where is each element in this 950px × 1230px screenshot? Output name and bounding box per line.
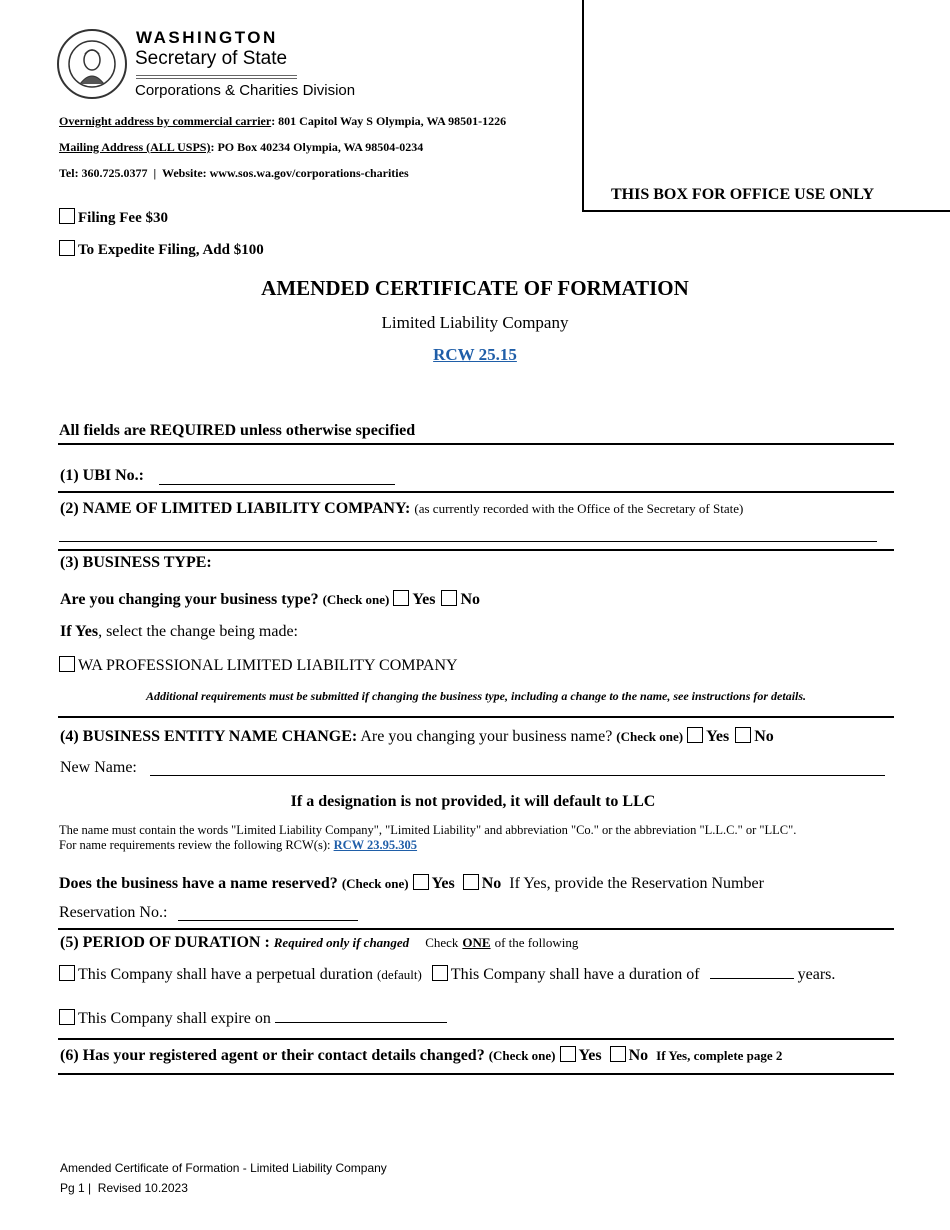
logo-divider	[136, 75, 297, 76]
yes-label: Yes	[706, 728, 730, 745]
org-title: Secretary of State	[135, 48, 288, 69]
check-one-note: (Check one)	[488, 1048, 556, 1063]
name-change-yes-checkbox[interactable]	[687, 727, 703, 743]
check-one-note: (Check one)	[616, 729, 684, 744]
agent-if-yes: If Yes, complete page 2	[656, 1048, 783, 1063]
llc-name-label: (2) NAME OF LIMITED LIABILITY COMPANY:	[60, 500, 411, 517]
rcw-23-link[interactable]: RCW 23.95.305	[333, 838, 418, 852]
name-change-row	[60, 727, 774, 746]
divider	[58, 491, 894, 493]
divider	[58, 549, 894, 551]
section1	[60, 467, 144, 485]
rcw-link-wrap	[0, 345, 950, 365]
name-reserved-no-checkbox[interactable]	[463, 874, 479, 890]
one-label: ONE	[462, 935, 491, 950]
if-yes-bold: If Yes	[60, 623, 99, 640]
reservation-input[interactable]	[178, 905, 358, 921]
divider	[58, 443, 894, 445]
overnight-value: : 801 Capitol Way S Olympia, WA 98501-1226	[271, 114, 507, 128]
agent-change-row	[60, 1046, 782, 1065]
divider	[58, 928, 894, 930]
mailing-value: : PO Box 40234 Olympia, WA 98504-0234	[210, 140, 424, 154]
overnight-label: Overnight address by commercial carrier	[59, 114, 272, 128]
reservation-label: Reservation No.:	[59, 904, 168, 921]
footer-title: Amended Certificate of Formation - Limited Liability Company	[60, 1161, 387, 1175]
expire-row	[59, 1009, 447, 1028]
yes-label: Yes	[431, 875, 455, 892]
state-seal-logo	[56, 28, 128, 100]
expire-date-input[interactable]	[275, 1009, 447, 1023]
yes-label: Yes	[578, 1047, 602, 1064]
yes-label: Yes	[412, 591, 436, 608]
ubi-label: (1) UBI No.:	[60, 467, 144, 484]
duration-of-checkbox[interactable]	[432, 965, 448, 981]
business-type-question-row	[60, 590, 480, 609]
office-use-label: THIS BOX FOR OFFICE USE ONLY	[611, 186, 875, 203]
check-label: Check	[425, 935, 459, 950]
org-name: WASHINGTON	[136, 28, 278, 47]
section2	[60, 500, 743, 518]
expedite-checkbox[interactable]	[59, 240, 75, 256]
form-subtitle: Limited Liability Company	[381, 313, 569, 332]
business-type-no-checkbox[interactable]	[441, 590, 457, 606]
agent-change-yes-checkbox[interactable]	[560, 1046, 576, 1062]
name-change-label: (4) BUSINESS ENTITY NAME CHANGE:	[60, 728, 358, 745]
form-title: AMENDED CERTIFICATE OF FORMATION	[261, 276, 689, 300]
duration-of-label: This Company shall have a duration of	[450, 966, 700, 983]
filing-fee-checkbox[interactable]	[59, 208, 75, 224]
duration-label: (5) PERIOD OF DURATION :	[60, 934, 270, 951]
business-type-label: (3) BUSINESS TYPE:	[60, 554, 212, 571]
office-use-box	[582, 0, 950, 212]
agent-change-question: (6) Has your registered agent or their contact details changed?	[60, 1047, 485, 1064]
perpetual-checkbox[interactable]	[59, 965, 75, 981]
duration-required-note: Required only if changed	[273, 935, 410, 950]
expire-checkbox[interactable]	[59, 1009, 75, 1025]
llc-name-note: (as currently recorded with the Office of the Secretary of State)	[414, 501, 744, 516]
duration-options-row	[59, 965, 835, 984]
expire-label: This Company shall expire on	[78, 1010, 271, 1027]
default-note: (default)	[377, 967, 422, 982]
designation-note: If a designation is not provided, it will default to LLC	[290, 793, 656, 810]
contact-info: Tel: 360.725.0377 | Website: www.sos.wa.gov/corporations-charities	[59, 166, 409, 180]
duration-header-row	[60, 934, 578, 952]
mailing-address	[59, 140, 423, 155]
expedite-label: To Expedite Filing, Add $100	[78, 242, 264, 258]
name-change-question: Are you changing your business name?	[360, 728, 613, 745]
divider	[58, 1038, 894, 1040]
perpetual-label: This Company shall have a perpetual duration	[78, 966, 374, 983]
pllc-option-row	[59, 656, 458, 675]
name-requirements-2: For name requirements review the following RCW(s):	[59, 838, 331, 852]
filing-fee-label: Filing Fee $30	[78, 210, 168, 226]
footer-page: Pg 1 | Revised 10.2023	[60, 1181, 188, 1195]
business-type-yes-checkbox[interactable]	[393, 590, 409, 606]
business-type-question: Are you changing your business type?	[60, 591, 319, 608]
if-yes-rest: , select the change being made:	[98, 623, 298, 640]
of-following: of the following	[494, 935, 579, 950]
name-change-no-checkbox[interactable]	[735, 727, 751, 743]
filing-fee-row	[59, 208, 168, 227]
reservation-if-yes: If Yes, provide the Reservation Number	[509, 875, 764, 892]
pllc-checkbox[interactable]	[59, 656, 75, 672]
duration-years-input[interactable]	[710, 965, 794, 979]
llc-name-input[interactable]	[59, 527, 877, 542]
name-requirements-2-row	[59, 838, 417, 853]
no-label: No	[628, 1047, 649, 1064]
name-reserved-question: Does the business have a name reserved?	[59, 875, 338, 892]
name-requirements-1: The name must contain the words "Limited Liability Company", "Limited Liability" and abbreviation "Co." or the abbreviation "L.L.C." or "LLC".	[59, 823, 797, 837]
check-one-note: (Check one)	[322, 592, 390, 607]
no-label: No	[754, 728, 774, 745]
check-one-note: (Check one)	[341, 876, 409, 891]
new-name-label: New Name:	[60, 759, 137, 776]
rcw-link[interactable]: RCW 25.15	[433, 345, 517, 364]
overnight-address	[59, 114, 506, 129]
expedite-row	[59, 240, 264, 259]
ubi-input[interactable]	[159, 468, 395, 485]
if-yes-row	[60, 623, 298, 641]
agent-change-no-checkbox[interactable]	[610, 1046, 626, 1062]
name-reserved-row	[59, 874, 764, 893]
no-label: No	[460, 591, 481, 608]
mailing-label: Mailing Address (ALL USPS)	[59, 140, 211, 154]
years-label: years.	[797, 966, 836, 983]
division-name: Corporations & Charities Division	[135, 82, 356, 99]
name-reserved-yes-checkbox[interactable]	[413, 874, 429, 890]
logo-divider-2	[136, 78, 297, 79]
new-name-input[interactable]	[150, 760, 885, 776]
required-note: All fields are REQUIRED unless otherwise specified	[59, 422, 416, 439]
divider	[58, 1073, 894, 1075]
no-label: No	[481, 875, 502, 892]
pllc-label: WA PROFESSIONAL LIMITED LIABILITY COMPANY	[78, 657, 458, 674]
business-type-note: Additional requirements must be submitted if changing the business type, including a change to the name, see instructions for details.	[145, 689, 807, 703]
divider	[58, 716, 894, 718]
